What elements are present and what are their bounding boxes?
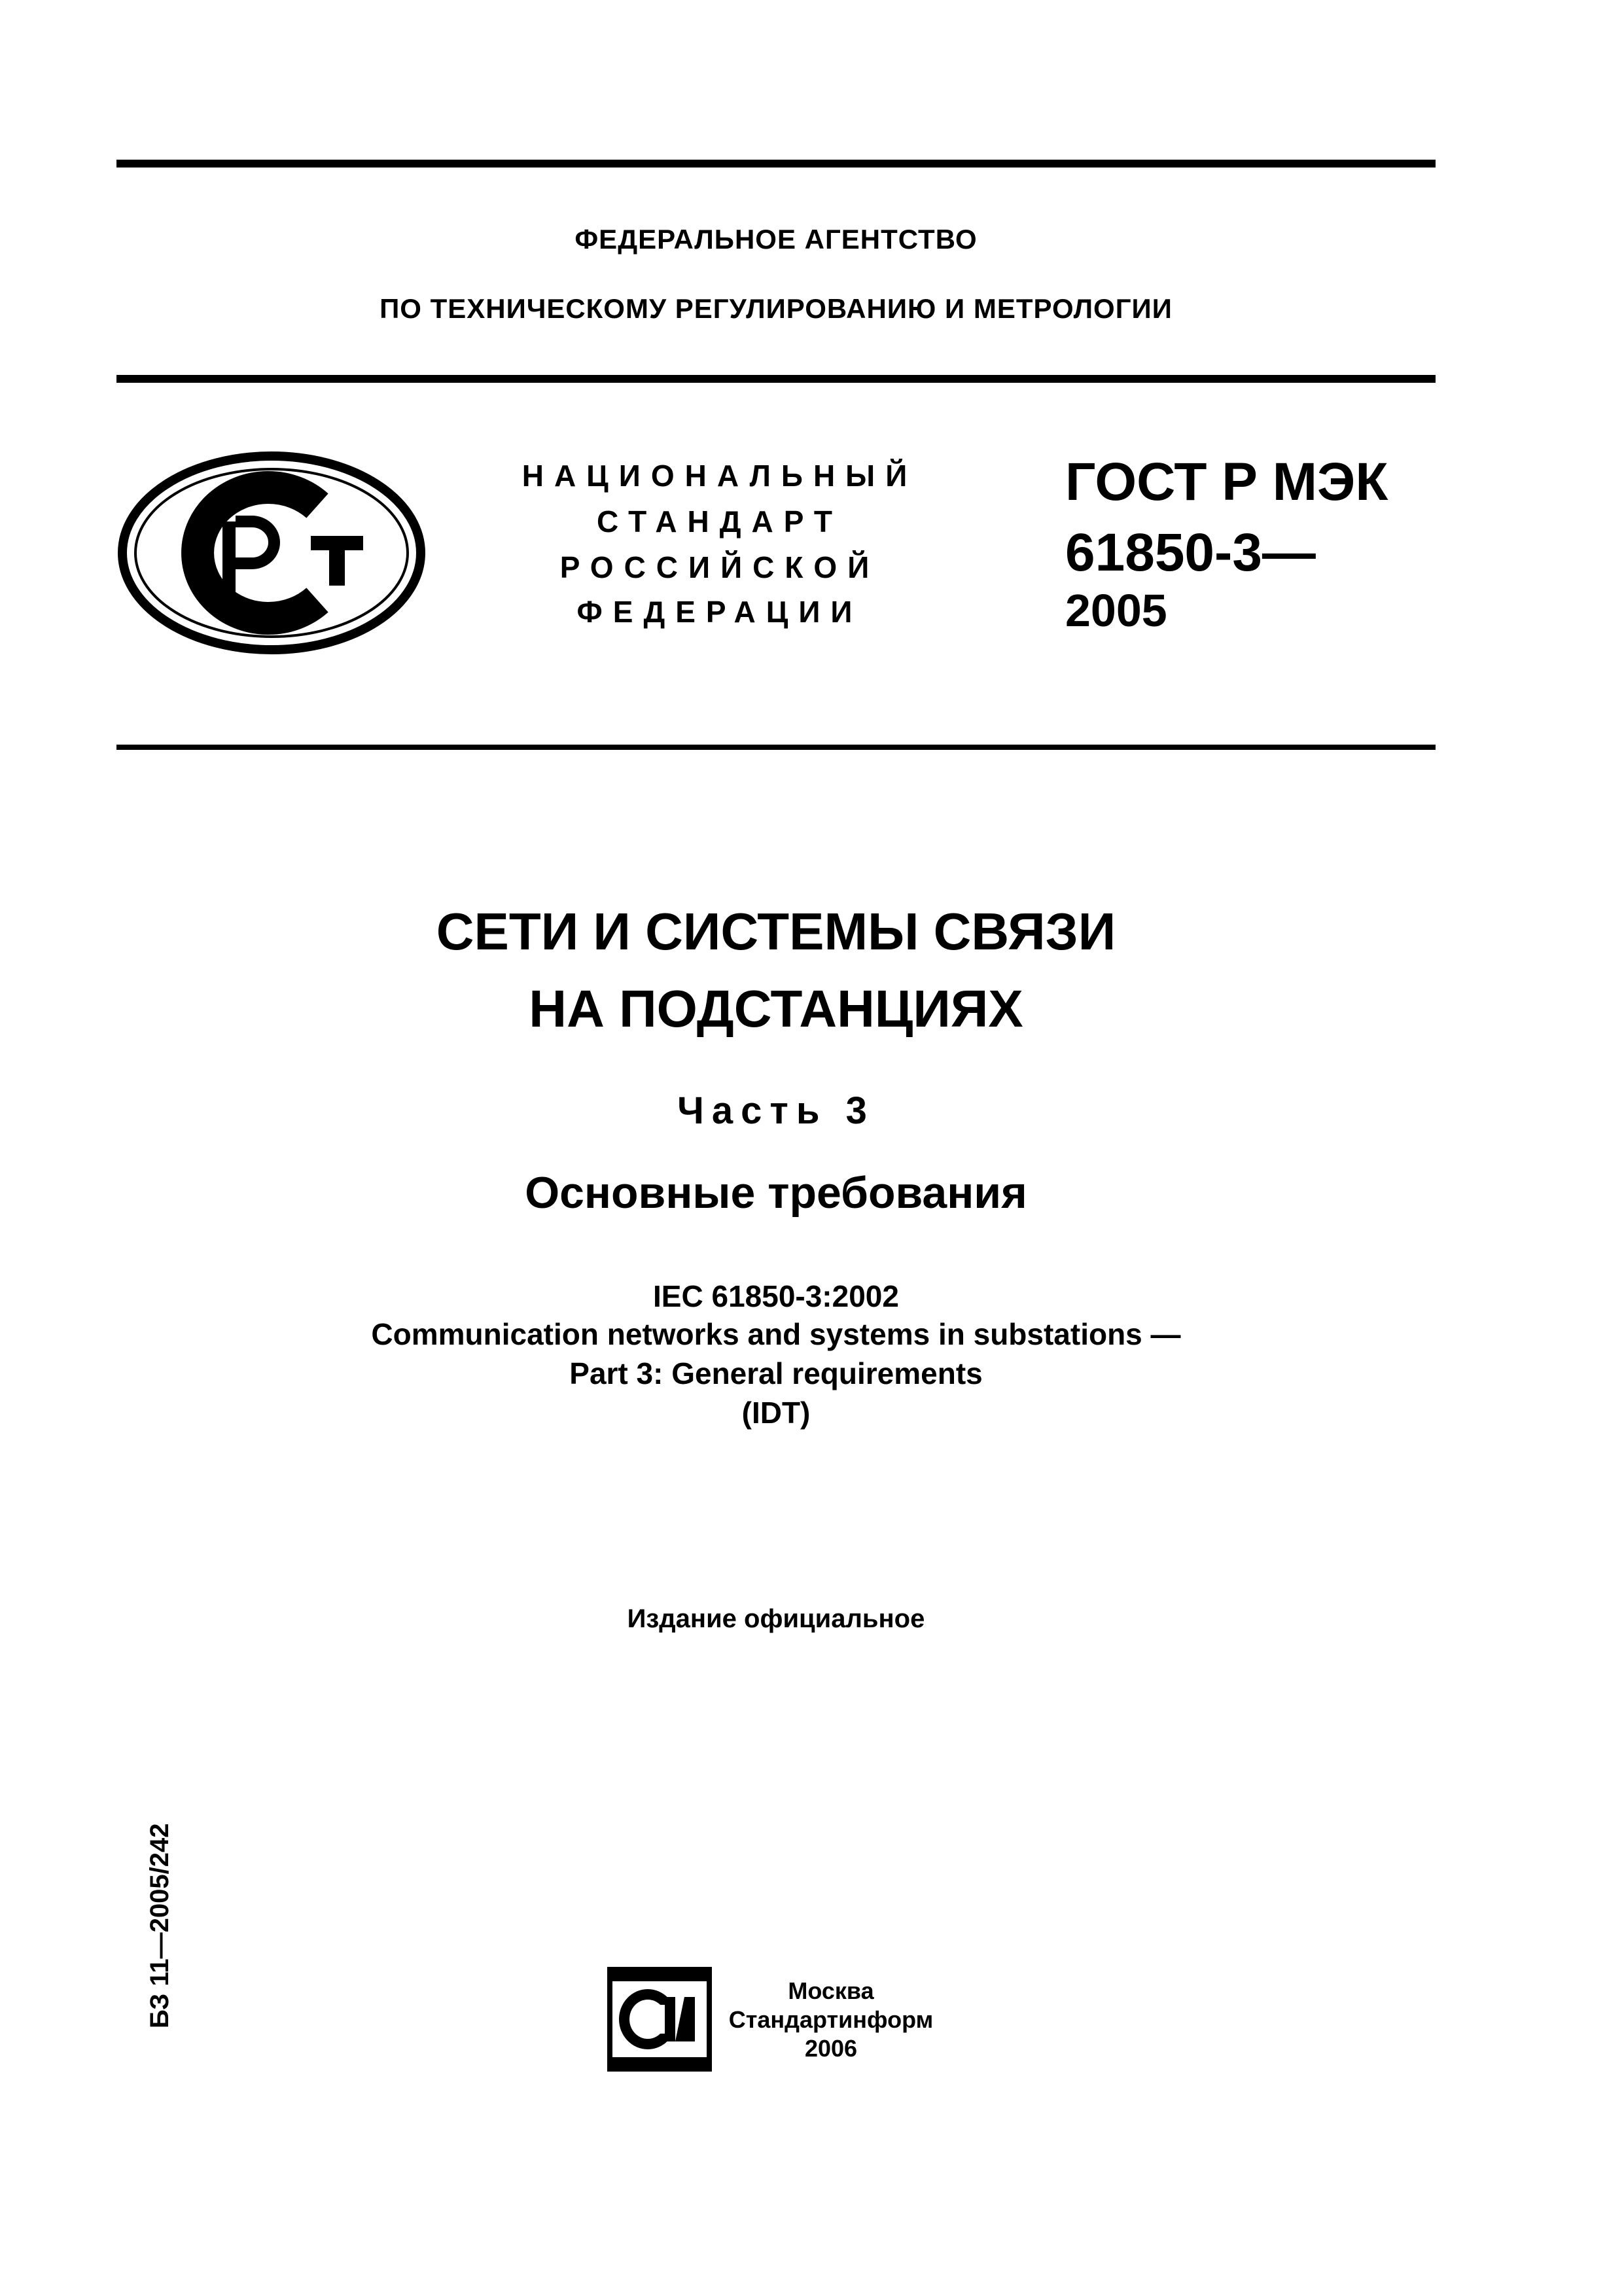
standard-type-line-2: СТАНДАРТ [597,504,843,539]
designation-line-2: 61850-3— [1065,523,1316,582]
top-rule [116,160,1436,168]
standard-type-line-3: РОССИЙСКОЙ [559,550,880,584]
document-title-line-1: СЕТИ И СИСТЕМЫ СВЯЗИ [436,902,1116,961]
standard-type-line-4: ФЕДЕРАЦИИ [576,595,863,629]
subtitle: Основные требования [525,1168,1027,1218]
document-title-line-2: НА ПОДСТАНЦИЯХ [529,980,1023,1038]
header-rule [116,375,1436,383]
edition-label: Издание официальное [627,1604,925,1633]
rst-logo [115,448,429,658]
iec-line-2: Communication networks and systems in substations — [371,1317,1181,1351]
publisher-logo [607,1967,712,2072]
designation-line-3: 2005 [1065,585,1167,636]
standard-type-line-1: НАЦИОНАЛЬНЫЙ [521,459,918,493]
publisher-name: Стандартинформ [728,2006,934,2033]
designation-line-1: ГОСТ Р МЭК [1065,452,1388,512]
part-number: Часть 3 [677,1089,875,1132]
publisher-year: 2006 [804,2035,858,2062]
title-rule [116,745,1436,750]
publisher-city: Москва [788,1977,874,2004]
iec-line-3: Part 3: General requirements [569,1356,983,1390]
agency-line-2: ПО ТЕХНИЧЕСКОМУ РЕГУЛИРОВАНИЮ И МЕТРОЛОГИИ [380,293,1173,324]
iec-line-4: (IDT) [741,1396,811,1430]
iec-line-1: IEC 61850-3:2002 [653,1279,899,1313]
side-code: БЗ 11—2005/242 [145,1823,174,2028]
agency-line-1: ФЕДЕРАЛЬНОЕ АГЕНТСТВО [574,224,978,255]
